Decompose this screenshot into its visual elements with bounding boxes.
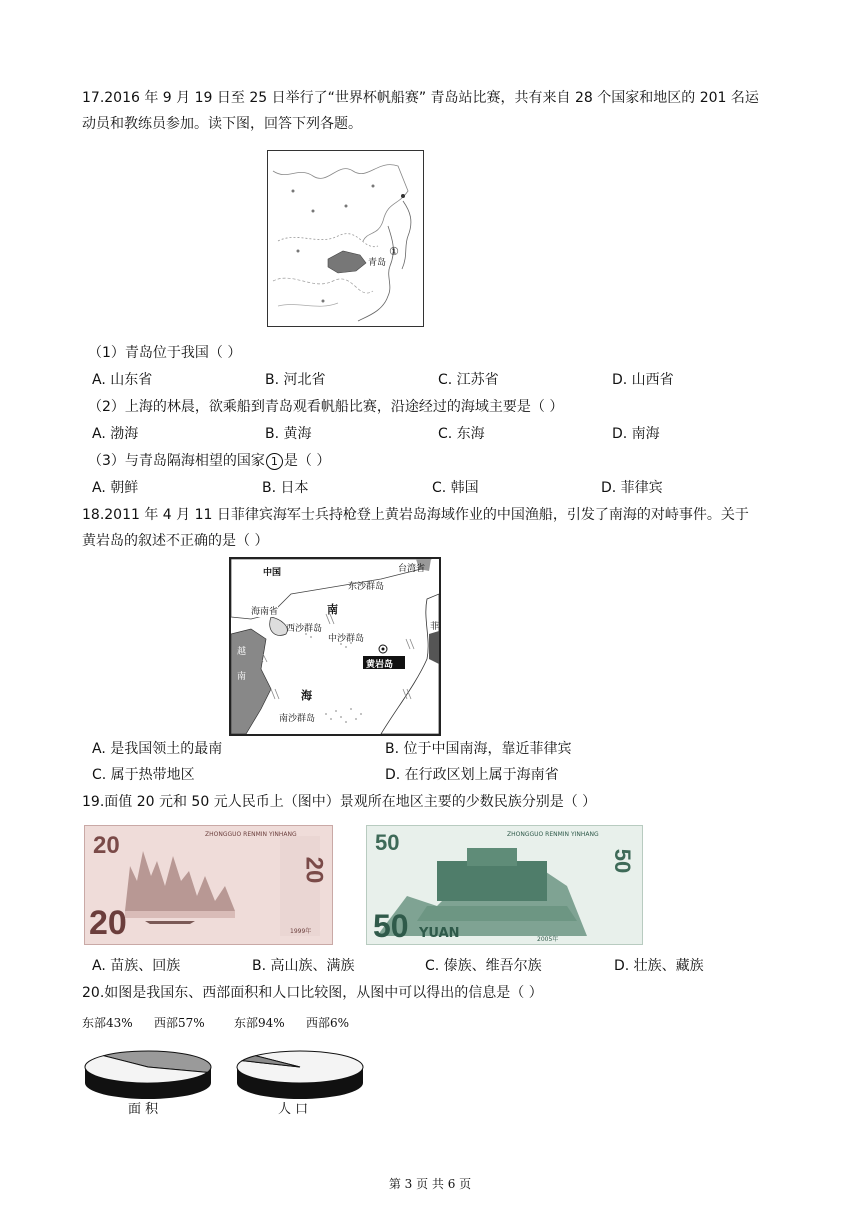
banknote-20-value-bottom: 20 bbox=[89, 904, 127, 942]
q18-stem-line2: 黄岩岛的叙述不正确的是（ ） bbox=[82, 533, 269, 549]
page-footer: 第 3 页 共 6 页 bbox=[388, 1177, 472, 1191]
banknote-50-value-bottom: 50 bbox=[373, 908, 409, 944]
q18-map-zhongsha-label: 中沙群岛 bbox=[328, 634, 365, 644]
q20-stem: 20.如图是我国东、西部面积和人口比较图，从图中可以得出的信息是（ ） bbox=[82, 985, 543, 1001]
q17-map bbox=[267, 150, 424, 327]
q17-sub1-option-a[interactable]: A. 山东省 bbox=[92, 372, 153, 388]
q17-sub1-option-c[interactable]: C. 江苏省 bbox=[438, 372, 499, 388]
q17-sub3-text-after: 是（ ） bbox=[283, 453, 331, 469]
q18-map-drawing bbox=[231, 559, 439, 734]
q17-sub1-option-b[interactable]: B. 河北省 bbox=[265, 372, 326, 388]
q17-sub1-option-d[interactable]: D. 山西省 bbox=[612, 372, 674, 388]
q17-sub3-option-d[interactable]: D. 菲律宾 bbox=[601, 480, 663, 496]
q18-map-nan2-label: 南 bbox=[237, 672, 247, 682]
pie-area-west-label: 西部57% bbox=[154, 1016, 205, 1030]
q18-stem-line1: 18.2011 年 4 月 11 日菲律宾海军士兵持枪登上黄岩岛海域作业的中国渔船，引发了南海的对峙事件。关于 bbox=[82, 507, 749, 523]
banknote-20-value-side: 20 bbox=[300, 856, 328, 884]
q17-sub1: （1）青岛位于我国（ ） bbox=[88, 345, 242, 361]
pie-area-title: 面 积 bbox=[128, 1102, 159, 1117]
q17-stem-line1: 17.2016 年 9 月 19 日至 25 日举行了“世界杯帆船赛” 青岛站比赛，共有来自 28 个国家和地区的 201 名运 bbox=[82, 90, 759, 106]
q18-map-yue-label: 越 bbox=[237, 647, 247, 657]
q18-map-taiwan-label: 台湾省 bbox=[398, 564, 426, 574]
q17-sub2-option-a[interactable]: A. 渤海 bbox=[92, 426, 139, 442]
q18-map-dongsha-label: 东沙群岛 bbox=[348, 582, 385, 592]
pie-pop-east-label: 东部94% bbox=[234, 1016, 285, 1030]
q17-sub2-option-c[interactable]: C. 东海 bbox=[438, 426, 485, 442]
q18-map-china-label: 中国 bbox=[263, 568, 282, 578]
q17-sub3-text-before: （3）与青岛隔海相望的国家 bbox=[88, 453, 265, 469]
q19-option-c[interactable]: C. 傣族、维吾尔族 bbox=[425, 958, 542, 974]
q17-sub3-option-c[interactable]: C. 韩国 bbox=[432, 480, 479, 496]
q17-stem-line2: 动员和教练员参加。读下图，回答下列各题。 bbox=[82, 116, 362, 132]
q17-map-marker-label: ① bbox=[389, 245, 399, 258]
q18-option-c[interactable]: C. 属于热带地区 bbox=[92, 767, 195, 783]
q18-map-huangyan-label: 黄岩岛 bbox=[366, 660, 394, 670]
circled-number-one: 1 bbox=[266, 453, 283, 470]
q18-map-xisha-label: 西沙群岛 bbox=[286, 624, 323, 634]
banknote-20 bbox=[84, 825, 333, 945]
q17-sub2-option-d[interactable]: D. 南海 bbox=[612, 426, 660, 442]
q18-option-b[interactable]: B. 位于中国南海，靠近菲律宾 bbox=[385, 741, 572, 757]
banknote-50-value-side: 50 bbox=[610, 848, 636, 874]
q18-map-hai-label: 海 bbox=[301, 689, 312, 702]
q19-option-a[interactable]: A. 苗族、回族 bbox=[92, 958, 181, 974]
banknote-20-bank-text: ZHONGGUO RENMIN YINHANG bbox=[205, 831, 297, 838]
pie-area-east-label: 东部43% bbox=[82, 1016, 133, 1030]
banknote-20-value-top: 20 bbox=[93, 832, 120, 859]
q18-map-fei-label: 菲 bbox=[430, 622, 440, 632]
pie-pop-west-label: 西部6% bbox=[306, 1016, 350, 1030]
q19-stem: 19.面值 20 元和 50 元人民币上（图中）景观所在地区主要的少数民族分别是（ ） bbox=[82, 794, 597, 810]
banknote-50 bbox=[366, 825, 643, 945]
banknote-50-bank-text: ZHONGGUO RENMIN YINHANG bbox=[507, 831, 599, 838]
q17-sub3-option-b[interactable]: B. 日本 bbox=[262, 480, 309, 496]
q17-sub3 bbox=[88, 451, 330, 471]
q19-option-b[interactable]: B. 高山族、满族 bbox=[252, 958, 355, 974]
q18-option-a[interactable]: A. 是我国领土的最南 bbox=[92, 741, 223, 757]
q18-map-nan-label: 南 bbox=[327, 603, 338, 616]
q17-map-drawing bbox=[268, 151, 423, 326]
q18-map bbox=[229, 557, 441, 736]
banknote-20-year: 1999年 bbox=[290, 928, 312, 935]
q17-map-qingdao-label: 青岛 bbox=[368, 258, 387, 268]
banknote-50-yuan: YUAN bbox=[419, 926, 460, 941]
q18-map-hainan-label: 海南省 bbox=[251, 604, 278, 617]
pie-pop-title: 人 口 bbox=[278, 1102, 309, 1117]
q18-option-d[interactable]: D. 在行政区划上属于海南省 bbox=[385, 767, 559, 783]
q20-chart bbox=[82, 1012, 382, 1117]
q18-map-nansha-label: 南沙群岛 bbox=[279, 714, 316, 724]
q17-sub3-option-a[interactable]: A. 朝鲜 bbox=[92, 480, 139, 496]
q17-sub2: （2）上海的林晨，欲乘船到青岛观看帆船比赛，沿途经过的海域主要是（ ） bbox=[88, 399, 564, 415]
banknote-50-year: 2005年 bbox=[537, 936, 559, 943]
q17-sub2-option-b[interactable]: B. 黄海 bbox=[265, 426, 312, 442]
q19-option-d[interactable]: D. 壮族、藏族 bbox=[614, 958, 704, 974]
banknote-50-value-top: 50 bbox=[375, 830, 400, 855]
